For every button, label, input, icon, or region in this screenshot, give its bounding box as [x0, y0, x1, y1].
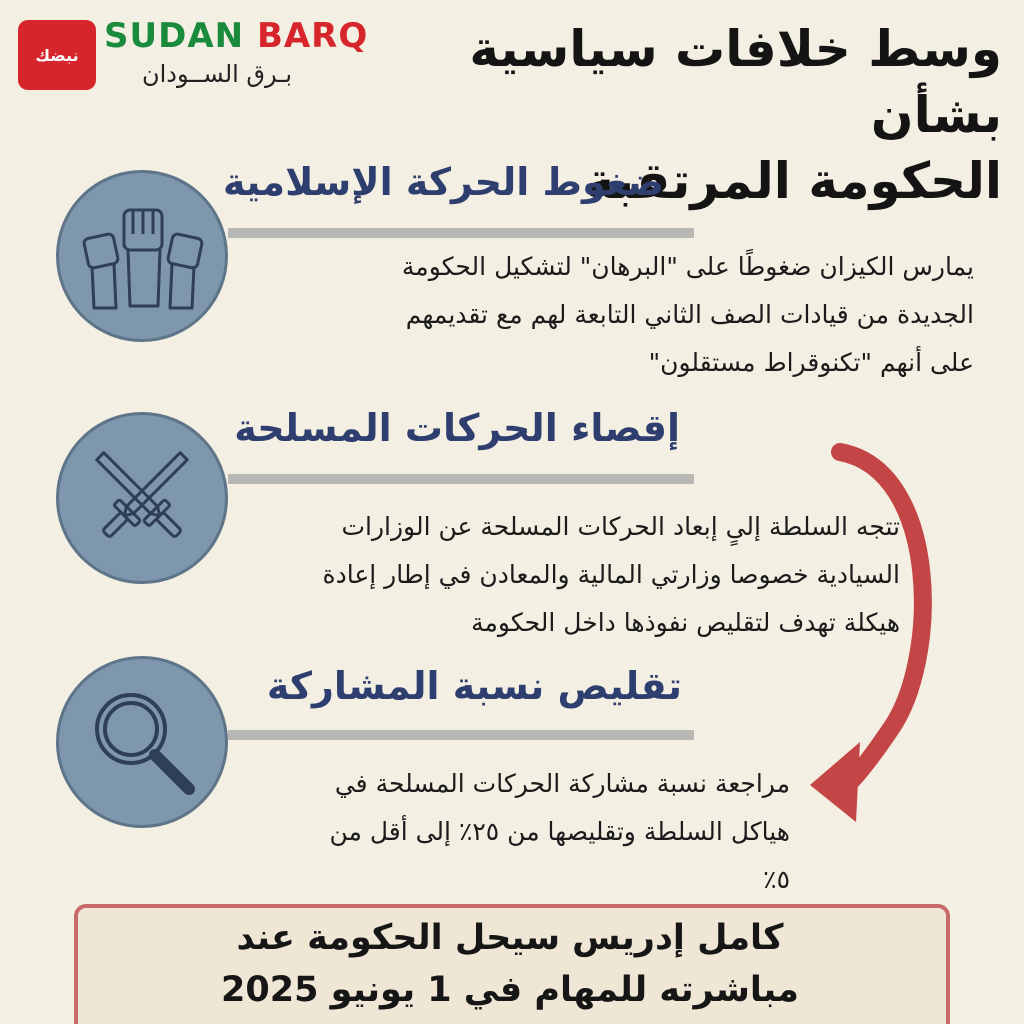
- news-badge-logo: [18, 20, 96, 90]
- section-2-title: إقصاء الحركات المسلحة: [234, 406, 680, 450]
- section-3-body: [210, 760, 790, 904]
- brand-arabic-name: بـرق الســودان: [141, 60, 293, 88]
- brand-wordmark: [104, 16, 368, 56]
- note-line-1: كامل إدريس سيحل الحكومة عند: [236, 918, 784, 958]
- section-3-title: تقليص نسبة المشاركة: [266, 664, 682, 708]
- section-1-title: ضغوط الحركة الإسلامية: [222, 160, 664, 204]
- section-3-line-3: ٥٪: [763, 865, 790, 894]
- section-1-body: [174, 243, 974, 387]
- note-line-2: مباشرته للمهام في 1 يونيو 2025: [221, 970, 799, 1010]
- title-line-1: وسط خلافات سياسية بشأن: [469, 20, 1002, 144]
- section-1-line-2: الجديدة من قيادات الصف الثاني التابعة لهم مع تقديمهم: [405, 300, 974, 329]
- section-3-divider: [228, 730, 694, 740]
- section-2-line-2: السيادية خصوصا وزارتي المالية والمعادن في إطار إعادة: [322, 560, 900, 589]
- title-line-2: الحكومة المرتقبة: [584, 152, 1002, 210]
- section-2-line-1: تتجه السلطة إلىٍ إبعاد الحركات المسلحة عن الوزارات: [341, 512, 900, 541]
- section-3-line-2: هياكل السلطة وتقليصها من ٢٥٪ إلى أقل من: [329, 817, 790, 846]
- news-badge-label: نبضك: [35, 45, 79, 65]
- magnifying-glass-icon: [56, 656, 228, 828]
- section-3-line-1: مراجعة نسبة مشاركة الحركات المسلحة في: [334, 769, 790, 798]
- section-2-divider: [228, 474, 694, 484]
- section-1-line-1: يمارس الكيزان ضغوطًا على "البرهان" لتشكيل الحكومة: [401, 252, 974, 281]
- brand-latin-part1: SUDAN: [104, 16, 245, 56]
- curved-arrow-icon: [790, 430, 990, 830]
- section-1-divider: [228, 228, 694, 238]
- section-1-line-3: على أنهم "تكنوقراط مستقلون": [648, 348, 974, 377]
- brand-latin-part2: BARQ: [256, 16, 369, 56]
- highlight-note-text: [100, 912, 920, 1016]
- section-2-line-3: هيكلة تهدف لتقليص نفوذها داخل الحكومة: [471, 608, 900, 637]
